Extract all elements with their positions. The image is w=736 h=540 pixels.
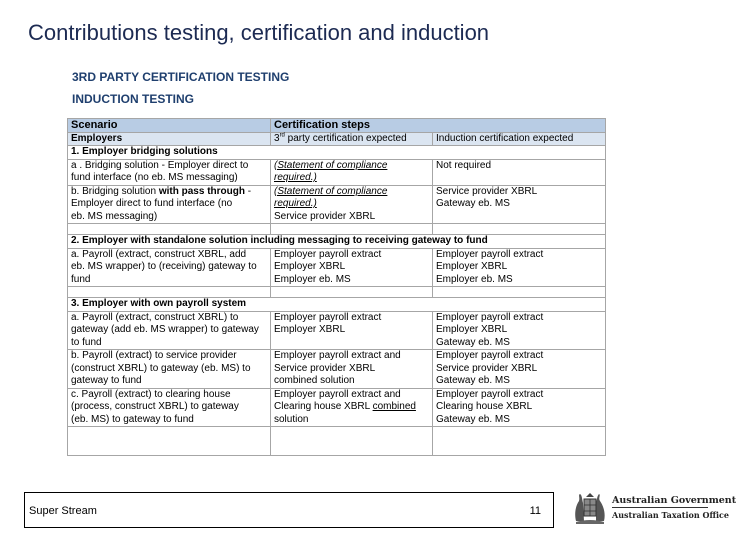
logo-text-government: Australian Government — [612, 495, 736, 506]
scenario-3c: c. Payroll (extract) to clearing house (process, construct XBRL) to gateway (eb. MS) to gateway to fund — [68, 388, 271, 427]
subheader-third-party: 3rd party certification expected — [271, 132, 433, 146]
section-row — [68, 235, 606, 249]
subtitle-induction: INDUCTION TESTING — [72, 92, 194, 106]
scenario-3b: b. Payroll (extract) to service provider (construct XBRL) to gateway (eb. MS) to gateway to fund — [68, 350, 271, 389]
third-party-3c: Employer payroll extract and Clearing house XBRL combined solution — [271, 388, 433, 427]
table-row — [68, 350, 606, 389]
table-row — [68, 185, 606, 224]
subtitle-third-party: 3RD PARTY CERTIFICATION TESTING — [72, 70, 290, 84]
induction-2a: Employer payroll extract Employer XBRL Employer eb. MS — [433, 248, 606, 287]
spacer-row — [68, 224, 606, 235]
coat-of-arms-icon — [570, 491, 610, 525]
third-party-3a: Employer payroll extract Employer XBRL — [271, 311, 433, 350]
table-header-row — [68, 119, 606, 133]
induction-1b: Service provider XBRL Gateway eb. MS — [433, 185, 606, 224]
spacer-row — [68, 427, 606, 456]
page-title: Contributions testing, certification and induction — [28, 20, 490, 45]
induction-3c: Employer payroll extract Clearing house XBRL Gateway eb. MS — [433, 388, 606, 427]
logo-text-ato: Australian Taxation Office — [612, 510, 730, 520]
section-3-title: 3. Employer with own payroll system — [68, 298, 606, 312]
footer-bar — [24, 492, 554, 528]
third-party-1a: (Statement of compliance required.) — [271, 159, 433, 185]
induction-3a: Employer payroll extract Employer XBRL Gateway eb. MS — [433, 311, 606, 350]
subheader-induction: Induction certification expected — [433, 132, 606, 146]
scenario-2a: a. Payroll (extract, construct XBRL, add eb. MS wrapper) to (receiving) gateway to fund — [68, 248, 271, 287]
footer-label: Super Stream — [29, 505, 97, 517]
table-row — [68, 159, 606, 185]
section-row — [68, 146, 606, 160]
induction-1a: Not required — [433, 159, 606, 185]
table-row — [68, 388, 606, 427]
section-1-title: 1. Employer bridging solutions — [68, 146, 606, 160]
page-number: 11 — [529, 505, 541, 517]
table-row — [68, 311, 606, 350]
scenario-1a: a . Bridging solution - Employer direct to fund interface (no eb. MS messaging) — [68, 159, 271, 185]
induction-3b: Employer payroll extract Service provider XBRL Gateway eb. MS — [433, 350, 606, 389]
header-certification-steps: Certification steps — [271, 119, 606, 133]
table-subheader-row — [68, 132, 606, 146]
logo-divider — [612, 507, 708, 508]
certification-table — [67, 118, 606, 456]
header-scenario: Scenario — [68, 119, 271, 133]
third-party-1b: (Statement of compliance required.) Service provider XBRL — [271, 185, 433, 224]
scenario-3a: a. Payroll (extract, construct XBRL) to gateway (add eb. MS wrapper) to gateway to fund — [68, 311, 271, 350]
third-party-2a: Employer payroll extract Employer XBRL Employer eb. MS — [271, 248, 433, 287]
government-logo — [570, 491, 736, 525]
third-party-3b: Employer payroll extract and Service provider XBRL combined solution — [271, 350, 433, 389]
subheader-employers: Employers — [68, 132, 271, 146]
scenario-1b: b. Bridging solution with pass through - Employer direct to fund interface (no eb. MS messaging) — [68, 185, 271, 224]
section-row — [68, 298, 606, 312]
section-2-title: 2. Employer with standalone solution including messaging to receiving gateway to fund — [68, 235, 606, 249]
table-row — [68, 248, 606, 287]
spacer-row — [68, 287, 606, 298]
